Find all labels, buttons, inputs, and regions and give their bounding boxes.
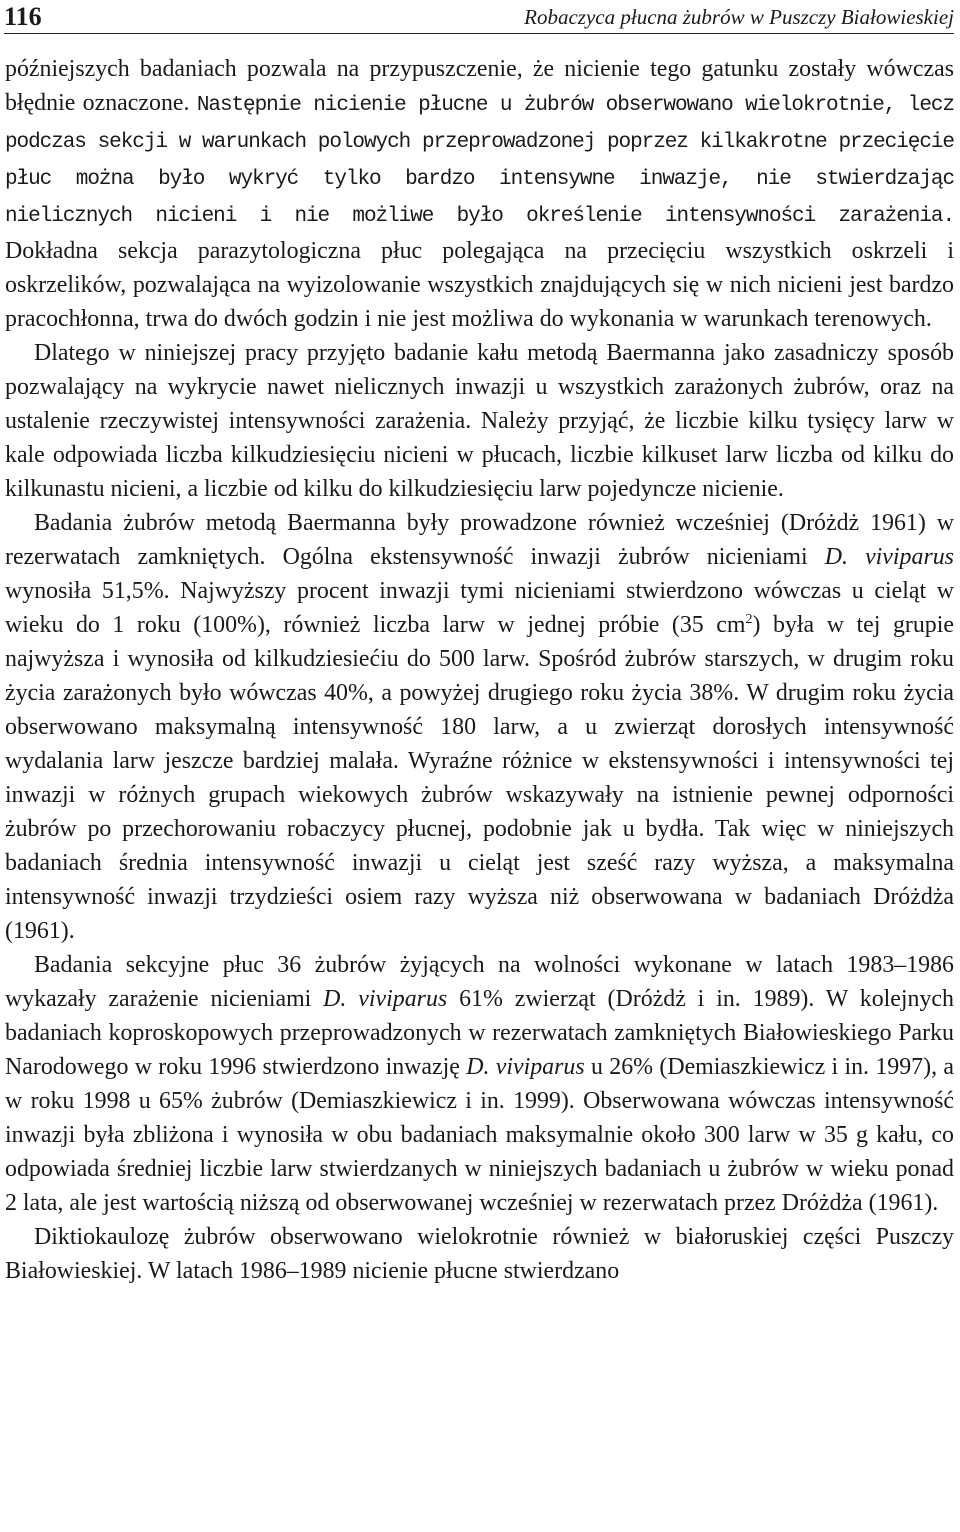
- species-name: D. viviparus: [466, 1054, 585, 1080]
- paragraph-2: Dlatego w niniejszej pracy przyjęto badanie kału metodą Baermanna jako zasadniczy sposób pozwalający na wykrycie nawet nielicznych inwazji u wszystkich zarażonych żubrów, oraz na ustalenie rzeczywistej intensywności zarażenia. Należy przyjąć, że liczbie kilku tysięcy larw w kale odpowiada liczba kilkudziesięciu nicieni w płucach, liczbie kilkuset larw liczba od kilku do kilkunastu nicieni, a liczbie od kilku do kilkudziesięciu larw pojedyncze nicienie.: [5, 340, 954, 502]
- paragraph-3: [5, 506, 954, 948]
- paragraph-1-part-c: Dokładna sekcja parazytologiczna płuc polegająca na przecięciu wszystkich oskrzeli i oskrzelików, pozwalająca na wyizolowanie wszystkich znajdujących się w nich nicieni jest bardzo pracochłonna, trwa do dwóch godzin i nie jest możliwa do wykonania w warunkach terenowych.: [5, 238, 954, 332]
- species-name: D. viviparus: [323, 986, 448, 1012]
- running-title: Robaczyca płucna żubrów w Puszczy Białowieskiej: [524, 5, 954, 29]
- paragraph-4-part-b: 61% zwierząt (Dróżdż i in. 1989). W kolejnych badaniach koproskopowych przeprowadzonych w rezerwatach zamkniętych Białowieskiego Parku Narodowego w roku 1996 stwierdzono inwazję: [5, 986, 954, 1080]
- paragraph-3-part-b: wynosiła 51,5%. Najwyższy procent inwazji tymi nicieniami stwierdzono wówczas u cieląt w wieku do 1 roku (100%), również liczba larw w jednej próbie (35 cm: [5, 578, 954, 638]
- page-number: 116: [4, 2, 42, 31]
- paragraph-5: Diktiokaulozę żubrów obserwowano wielokrotnie również w białoruskiej części Puszczy Białowieskiej. W latach 1986–1989 nicienie płucne stwierdzano: [5, 1224, 954, 1284]
- paragraph-4-part-a: Badania sekcyjne płuc 36 żubrów żyjących na wolności wykonane w latach 1983–1986 wykazały zarażenie nicieniami: [5, 952, 954, 1012]
- superscript: 2: [745, 612, 753, 628]
- species-name: D. viviparus: [824, 544, 954, 570]
- paragraph-1-part-a: późniejszych badaniach pozwala na przypuszczenie, że nicienie tego gatunku zostały wówczas błędnie oznaczone.: [5, 56, 954, 116]
- page-header: [4, 0, 954, 34]
- paragraph-3-part-c: ) była w tej grupie najwyższa i wynosiła od kilkudziesiećiu do 500 larw. Spośród żubrów starszych, w drugim roku życia zarażonych było wówczas 40%, a powyżej drugiego roku życia 38%. W drugim roku życia obserwowano maksymalną intensywność 180 larw, a u zwierząt dorosłych intensywność wydalania larw jeszcze bardziej malała. Wyraźne różnice w ekstensywności i intensywności tej inwazji w różnych grupach wiekowych żubrów wskazywały na istnienie pewnej odporności żubrów po przechorowaniu robaczycy płucnej, podobnie jak u bydła. Tak więc w niniejszych badaniach średnia intensywność inwazji u cieląt jest sześć razy wyższa, a maksymalna intensywność inwazji trzydzieści osiem razy wyższa niż obserwowana w badaniach Dróżdża (1961).: [5, 612, 954, 944]
- paragraph-4: [5, 948, 954, 1220]
- body-text: [5, 52, 954, 1288]
- paragraph-1-part-b: Następnie nicienie płucne u żubrów obserwowano wielokrotnie, lecz podczas sekcji w warunkach polowych przeprowadzonej poprzez kilkakrotne przecięcie płuc można było wykryć tylko bardzo intensywne inwazje, nie stwierdzając nielicznych nicieni i nie możliwe było określenie intensywności zarażenia.: [5, 94, 954, 228]
- paragraph-1: [5, 52, 954, 336]
- paragraph-4-part-c: u 26% (Demiaszkiewicz i in. 1997), a w roku 1998 u 65% żubrów (Demiaszkiewicz i in. 1999). Obserwowana wówczas intensywność inwazji była zbliżona i wynosiła w obu badaniach maksymalnie około 300 larw w 35 g kału, co odpowiada średniej liczbie larw stwierdzanych w niniejszych badaniach u żubrów w wieku ponad 2 lata, ale jest wartością niższą od obserwowanej wcześniej w rezerwatach przez Dróżdża (1961).: [5, 1054, 954, 1216]
- paragraph-3-part-a: Badania żubrów metodą Baermanna były prowadzone również wcześniej (Dróżdż 1961) w rezerwatach zamkniętych. Ogólna ekstensywność inwazji żubrów nicieniami: [5, 510, 954, 570]
